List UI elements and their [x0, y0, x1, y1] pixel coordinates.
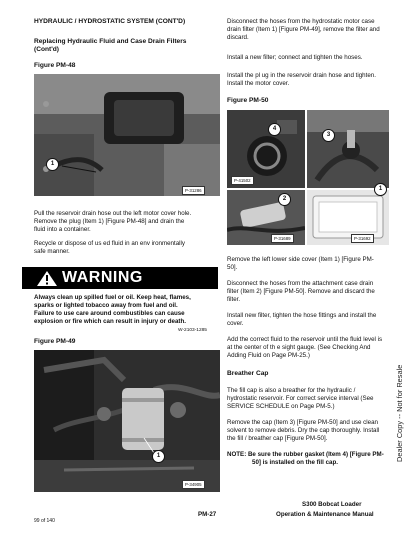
photo-id: P-34905: [182, 480, 205, 489]
photo-id: P-31286: [182, 186, 205, 195]
paragraph-line: filter.: [227, 296, 241, 303]
footer-page-count: 99 of 140: [34, 518, 55, 524]
paragraph-line: Recycle or dispose of us ed fluid in an env ironmentally: [34, 240, 185, 247]
callout-1: 1: [152, 450, 165, 463]
paragraph-line: Install a new filter; connect and tighten the hoses.: [227, 54, 363, 61]
callout-1: 1: [46, 158, 59, 171]
breather-cap-heading: Breather Cap: [227, 370, 269, 377]
paragraph-line: SERVICE SCHEDULE on Page PM-5.): [227, 403, 335, 410]
warning-text: Failure to use care around combustibles can cause: [34, 310, 185, 317]
subsection-title-cont: (Cont'd): [34, 46, 60, 53]
paragraph-line: 50].: [227, 264, 238, 271]
paragraph-line: The fill cap is also a breather for the hydraulic /: [227, 387, 356, 394]
paragraph-line: Pull the reservoir drain hose out the left motor cover hole.: [34, 210, 192, 217]
paragraph-line: Remove the left lower side cover (Item 1) [Figure PM-: [227, 256, 374, 263]
footer-manual-title: Operation & Maintenance Manual: [276, 511, 374, 518]
paragraph-line: Install new filter, tighten the hose fittings and install the: [227, 312, 377, 319]
note-text: 50] is installed on the fill cap.: [252, 459, 338, 466]
paragraph-line: solvent to remove debris. Dry the cap thoroughly. Install: [227, 427, 380, 434]
callout-2: 2: [278, 193, 291, 206]
paragraph-line: Disconnect the hoses from the attachment case drain: [227, 280, 374, 287]
figure-pm-49-photo: [34, 350, 220, 492]
warning-title: WARNING: [62, 269, 143, 286]
paragraph-line: fluid into a container.: [34, 226, 91, 233]
warning-text: sparks or lighted tobacco away from fuel and oil.: [34, 302, 178, 309]
warning-triangle-icon: [36, 270, 58, 287]
warning-text: explosion or fire which can result in injury or death.: [34, 318, 186, 325]
paragraph-line: hydrostatic reservoir. For correct service interval (See: [227, 395, 374, 402]
paragraph-line: Add the correct fluid to the reservoir until the fluid level is: [227, 336, 383, 343]
figure-pm-48: [34, 74, 220, 196]
paragraph-line: Remove the plug (Item 1) [Figure PM-48] and drain the: [34, 218, 185, 225]
figure-pm-48-photo: [34, 74, 220, 196]
paragraph-line: Disconnect the hoses from the hydrostatic motor case: [227, 18, 375, 25]
note-text: NOTE: Be sure the rubber gasket (Item 4) [Figure PM-: [227, 451, 384, 458]
figure-pm-50-inset-breather: [307, 110, 389, 188]
warning-banner: [22, 267, 218, 289]
figure-pm-49: [34, 350, 220, 492]
figure-pm-50-label: Figure PM-50: [227, 97, 269, 104]
callout-4: 4: [268, 123, 281, 136]
paragraph-line: Install the pl ug in the reservoir drain hose and tighten.: [227, 72, 376, 79]
warning-text: Always clean up spilled fuel or oil. Keep heat, flames,: [34, 294, 191, 301]
dealer-copy-watermark: Dealer Copy -- Not for Resale: [395, 364, 404, 462]
figure-pm-49-label: Figure PM-49: [34, 338, 76, 345]
footer-model: S300 Bobcat Loader: [302, 501, 362, 508]
photo-id: P-31692: [351, 234, 374, 243]
paragraph-line: drain filter (Item 1) [Figure PM-49], remove the filter and: [227, 26, 380, 33]
paragraph-line: at the center of th e sight gauge. (See Checking And: [227, 344, 371, 351]
paragraph-line: Adding Fluid on Page PM-25.): [227, 352, 310, 359]
photo-id: P-41502: [231, 176, 254, 185]
paragraph-line: filter (Item 2) [Figure PM-50]. Remove and discard the: [227, 288, 375, 295]
paragraph-line: discard.: [227, 34, 249, 41]
section-title: HYDRAULIC / HYDROSTATIC SYSTEM (CONT'D): [34, 18, 186, 25]
callout-1: 1: [374, 183, 387, 196]
paragraph-line: cover.: [227, 320, 244, 327]
paragraph-line: Remove the cap (Item 3) [Figure PM-50] and use clean: [227, 419, 378, 426]
callout-3: 3: [322, 129, 335, 142]
figure-pm-48-label: Figure PM-48: [34, 62, 76, 69]
paragraph-line: Install the motor cover.: [227, 80, 290, 87]
photo-id: P-31689: [271, 234, 294, 243]
paragraph-line: the fill / breather cap [Figure PM-50].: [227, 435, 328, 442]
footer-page-id: PM-27: [198, 511, 217, 518]
figure-pm-50-inset-cover: [307, 190, 389, 245]
figure-pm-50: [227, 110, 389, 245]
paragraph-line: safe manner.: [34, 248, 70, 255]
subsection-title: Replacing Hydraulic Fluid and Case Drain Filters: [34, 38, 187, 45]
warning-code: W-2103-1285: [178, 328, 207, 333]
